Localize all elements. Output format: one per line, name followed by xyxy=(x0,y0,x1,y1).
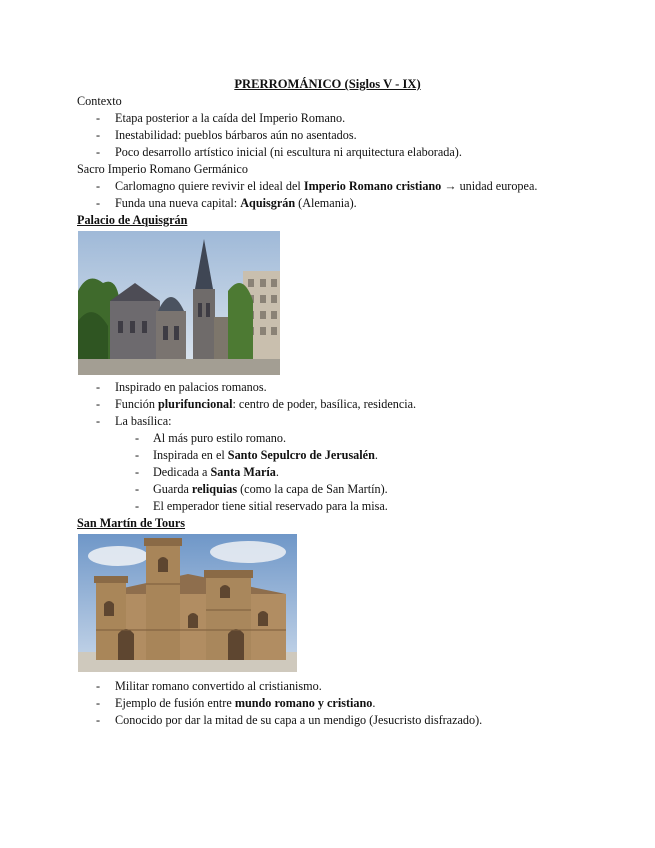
bullet-dash: - xyxy=(96,145,101,159)
list-item: Poco desarrollo artístico inicial (ni escultura ni arquitectura elaborada). xyxy=(115,145,462,159)
bullet-dash: - xyxy=(135,499,140,513)
bullet-dash: - xyxy=(96,397,101,411)
section-heading-san-martin: San Martín de Tours xyxy=(77,516,186,530)
san-martin-church-photo xyxy=(78,534,297,672)
bullet-dash: - xyxy=(96,196,101,210)
bullet-dash: - xyxy=(96,128,101,142)
sub-list-item: Dedicada a Santa María. xyxy=(153,465,279,479)
sub-list-item: El emperador tiene sitial reservado para la misa. xyxy=(153,499,388,513)
bullet-dash: - xyxy=(96,414,101,428)
section-label-contexto: Contexto xyxy=(77,94,122,108)
aachen-cathedral-photo xyxy=(78,231,280,375)
bullet-dash: - xyxy=(96,111,101,125)
bullet-dash: - xyxy=(96,696,101,710)
list-item: Ejemplo de fusión entre mundo romano y cristiano. xyxy=(115,696,376,710)
sub-list-item: Al más puro estilo romano. xyxy=(153,431,287,445)
list-item: Carlomagno quiere revivir el ideal del Imperio Romano cristiano → unidad europea. xyxy=(115,179,538,193)
sub-list-item: Inspirada en el Santo Sepulcro de Jerusalén. xyxy=(153,448,378,462)
section-heading-aquisgran: Palacio de Aquisgrán xyxy=(77,213,188,227)
section-label-sacro-imperio: Sacro Imperio Romano Germánico xyxy=(77,162,248,176)
list-item: Etapa posterior a la caída del Imperio Romano. xyxy=(115,111,346,125)
bullet-dash: - xyxy=(135,448,140,462)
page-title: PRERROMÁNICO (Siglos V - IX) xyxy=(234,77,421,91)
list-item: Militar romano convertido al cristianismo. xyxy=(115,679,322,693)
bullet-dash: - xyxy=(135,431,140,445)
list-item: Función plurifuncional: centro de poder, basílica, residencia. xyxy=(115,397,417,411)
bullet-dash: - xyxy=(96,380,101,394)
list-item: La basílica: xyxy=(115,414,172,428)
bullet-dash: - xyxy=(96,713,101,727)
bullet-dash: - xyxy=(96,679,101,693)
list-item: Funda una nueva capital: Aquisgrán (Alemania). xyxy=(115,196,357,210)
bullet-dash: - xyxy=(96,179,101,193)
list-item: Conocido por dar la mitad de su capa a un mendigo (Jesucristo disfrazado). xyxy=(115,713,483,727)
list-item: Inestabilidad: pueblos bárbaros aún no asentados. xyxy=(115,128,357,142)
bullet-dash: - xyxy=(135,482,140,496)
sub-list-item: Guarda reliquias (como la capa de San Martín). xyxy=(153,482,388,496)
list-item: Inspirado en palacios romanos. xyxy=(115,380,267,394)
bullet-dash: - xyxy=(135,465,140,479)
